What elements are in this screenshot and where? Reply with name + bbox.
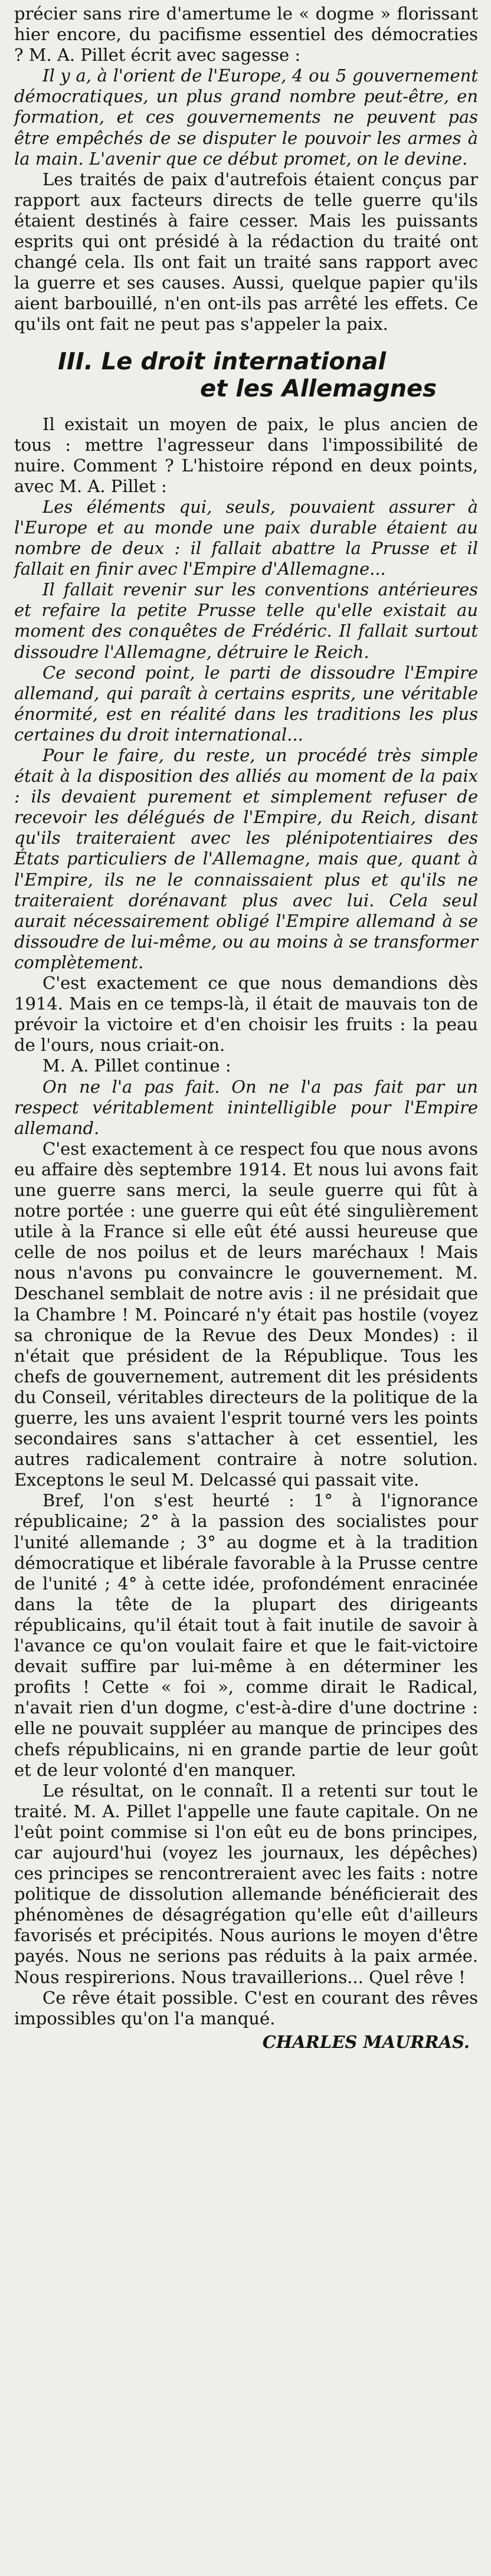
paragraph-traites-de-paix: Les traités de paix d'autrefois étaient conçus par rapport aux facteurs directs de telle guerre qu'ils étaient destinés à faire cesser. Mais les puissants esprits qui ont présidé à la rédaction du traité ont changé cela. Ils ont fait un traité sans rapport avec la guerre et ses causes. Aussi, quelque papier qu'ils aient barbouillé, n'en ont-ils pas arrêté les effets. Ce qu'ils ont fait ne peut pas s'appeler la paix. [14,169,478,335]
quote-elements-paix: Les éléments qui, seuls, pouvaient assurer à l'Europe et au monde une paix durable étaient au nombre de deux : il fallait abattre la Prusse et il fallait en finir avec l'Empire d'Allemagne... [14,496,478,579]
quote-second-point: Ce second point, le parti de dissoudre l'Empire allemand, qui paraît à certains esprits, une véritable énormité, est en réalité dans les traditions les plus certaines du droit international... [14,662,478,745]
paragraph-resultat: Le résultat, on le connaît. Il a retenti sur tout le traité. M. A. Pillet l'appelle une faute capitale. On ne l'eût point commise si l'on eût eu de bons principes, car aujourd'hui (voyez les journaux, les dépêches) ces principes se rencontreraient avec les faits : notre politique de dissolution allemande bénéficierait des phénomènes de désagrégation qu'elle eût d'ailleurs favorisés et précipités. Nous aurions le moyen d'être payés. Nous ne serions pas réduits à la paix armée. Nous respirerions. Nous travaillerions... Quel rêve ! [14,1780,478,1987]
quote-procede-simple: Pour le faire, du reste, un procédé très simple était à la disposition des alliés au moment de la paix : ils devaient purement et simplement refuser de recevoir les délégués de l'Empire, du Reich, disant qu'ils traiteraient avec les plénipotentiaires des États particuliers de l'Allemagne, mais que, quant à l'Empire, ils ne le connaissaient plus et qu'ils ne traiteraient dorénavant plus avec lui. Cela seul aurait nécessairement obligé l'Empire allemand à se dissoudre de lui-même, ou au moins à se transformer complètement. [14,745,478,972]
section-heading [14,348,478,402]
paragraph-bref: Bref, l'on s'est heurté : 1° à l'ignorance républicaine; 2° à la passion des socialistes pour l'unité allemande ; 3° au dogme et à la tradition démocratique et libérale favorable à la Prusse centre de l'unité ; 4° à cette idée, profondément enracinée dans la tête de la plupart des dirigeants républicains, qu'il était tout à fait inutile de savoir à l'avance ce qu'on voulait faire et que le fait-victoire devait suffire par lui-même à en déterminer les profits ! Cette « foi », comme dirait le Radical, n'avait rien d'un dogme, c'est-à-dire d'une doctrine : elle ne pouvait suppléer au manque de principes des chefs républicains, ni en grande partie de leur goût et de leur volonté d'en manquer. [14,1490,478,1780]
author-signature: CHARLES MAURRAS. [262,2031,470,2052]
paragraph-des-1914: C'est exactement ce que nous demandions dès 1914. Mais en ce temps-là, il était de mauvais ton de prévoir la victoire et d'en choisir les fruits : la peau de l'ours, nous criait-on. [14,973,478,1056]
section-heading-line-1: III. Le droit international [58,348,387,375]
quote-pillet-orient: Il y a, à l'orient de l'Europe, 4 ou 5 gouvernement démocratiques, un plus grand nombre peut-être, en formation, et ces gouvernements ne peuvent pas être empêchés de se disputer le pouvoir les armes à la main. L'avenir que ce début promet, on le devine. [14,65,478,169]
paragraph-intro: précier sans rire d'amertume le « dogme » florissant hier encore, du pacifisme essentiel des démocraties ? M. A. Pillet écrit avec sagesse : [14,4,478,65]
paragraph-conclusion: Ce rêve était possible. C'est en courant des rêves impossibles qu'on l'a manqué. [14,1987,478,2028]
paragraph-respect-fou: C'est exactement à ce respect fou que nous avons eu affaire dès septembre 1914. Et nous lui avons fait une guerre sans merci, la seule guerre qui fût à notre portée : une guerre qui eût été singulièrement utile à la France si elle eût été aussi heureuse que celle de nos poilus et de leurs maréchaux ! Mais nous n'avons pu convaincre le gouvernement. M. Deschanel semblait de notre avis : il ne présidait que la Chambre ! M. Poincaré n'y était pas hostile (voyez sa chronique de la Revue des Deux Mondes) : il n'était que président de la République. Tous les chefs de gouvernement, autrement dit les présidents du Conseil, véritables directeurs de la politique de la guerre, les uns avaient l'esprit tourné vers les points secondaires sans s'attacher à cet essentiel, les autres radicalement contraire à notre solution. Exceptons le seul M. Delcassé qui passait vite. [14,1138,478,1490]
quote-on-ne-l-a-pas-fait: On ne l'a pas fait. On ne l'a pas fait par un respect véritablement inintelligible pour l'Empire allemand. [14,1076,478,1138]
paragraph-pillet-continue: M. A. Pillet continue : [42,1056,231,1076]
section-heading-line-2: et les Allemagnes [200,375,437,402]
quote-petite-prusse: Il fallait revenir sur les conventions antérieures et refaire la petite Prusse telle qu'elle existait au moment des conquêtes de Frédéric. Il fallait surtout dissoudre l'Allemagne, détruire le Reich. [14,579,478,662]
paragraph-moyen-de-paix: Il existait un moyen de paix, le plus ancien de tous : mettre l'agresseur dans l'impossibilité de nuire. Comment ? L'histoire répond en deux points, avec M. A. Pillet : [14,414,478,496]
